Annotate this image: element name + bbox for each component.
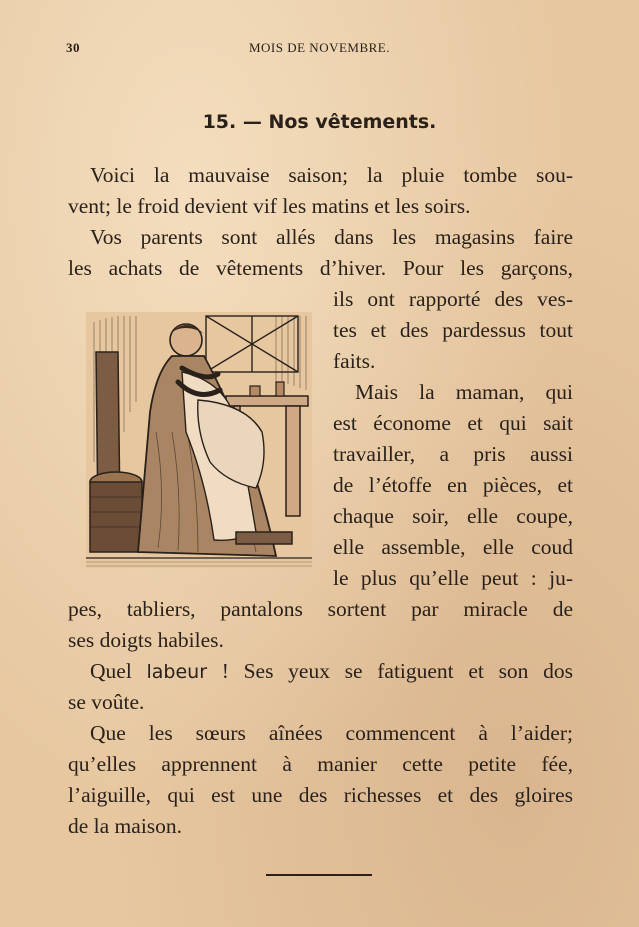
end-rule: [266, 874, 372, 876]
chapter-body: [68, 160, 573, 842]
text-line: faits.: [333, 349, 376, 373]
text-line: tes et des pardessus tout: [333, 318, 573, 342]
paragraph-3: [68, 377, 573, 656]
text-line: ils ont rapporté des ves-: [333, 287, 573, 311]
running-head: MOIS DE NOVEMBRE.: [248, 40, 391, 55]
text-fragment: Quel: [90, 659, 147, 683]
page-header: [66, 40, 573, 60]
text-fragment: ! Ses yeux se fatiguent et son dos: [207, 659, 573, 683]
text-line: l’aiguille, qui est une des richesses et des gloires: [68, 783, 573, 807]
paragraph-4: [68, 656, 573, 718]
text-line: Vos parents sont allés dans les magasins faire: [90, 225, 573, 249]
paragraph-5: [68, 718, 573, 842]
text-line: les achats de vêtements d’hiver. Pour les garçons,: [68, 256, 573, 280]
text-line: travailler, a pris aussi: [333, 442, 573, 466]
text-line: qu’elles apprennent à manier cette petite fée,: [68, 752, 573, 776]
text-line: le plus qu’elle peut : ju-: [333, 566, 573, 590]
text-line: elle assemble, elle coud: [333, 535, 573, 559]
text-line: Que les sœurs aînées commencent à l’aider;: [90, 721, 573, 745]
text-line: Mais la maman, qui: [355, 380, 573, 404]
paragraph-1: [68, 160, 573, 222]
text-line: se voûte.: [68, 690, 145, 714]
page-number: 30: [66, 40, 80, 55]
emphasis-word: labeur: [146, 661, 208, 683]
text-line: Voici la mauvaise saison; la pluie tombe sou-: [90, 163, 573, 187]
text-line: pes, tabliers, pantalons sortent par miracle de: [68, 597, 573, 621]
paragraph-2: [68, 222, 573, 377]
chapter-title: 15. — Nos vêtements.: [202, 111, 437, 133]
text-line: de l’étoffe en pièces, et: [333, 473, 573, 497]
text-line: vent; le froid devient vif les matins et les soirs.: [68, 194, 471, 218]
text-line: est économe et qui sait: [333, 411, 573, 435]
text-line: ses doigts habiles.: [68, 628, 224, 652]
text-line: chaque soir, elle coupe,: [333, 504, 573, 528]
text-line: de la maison.: [68, 814, 183, 838]
text-line: [68, 656, 573, 687]
